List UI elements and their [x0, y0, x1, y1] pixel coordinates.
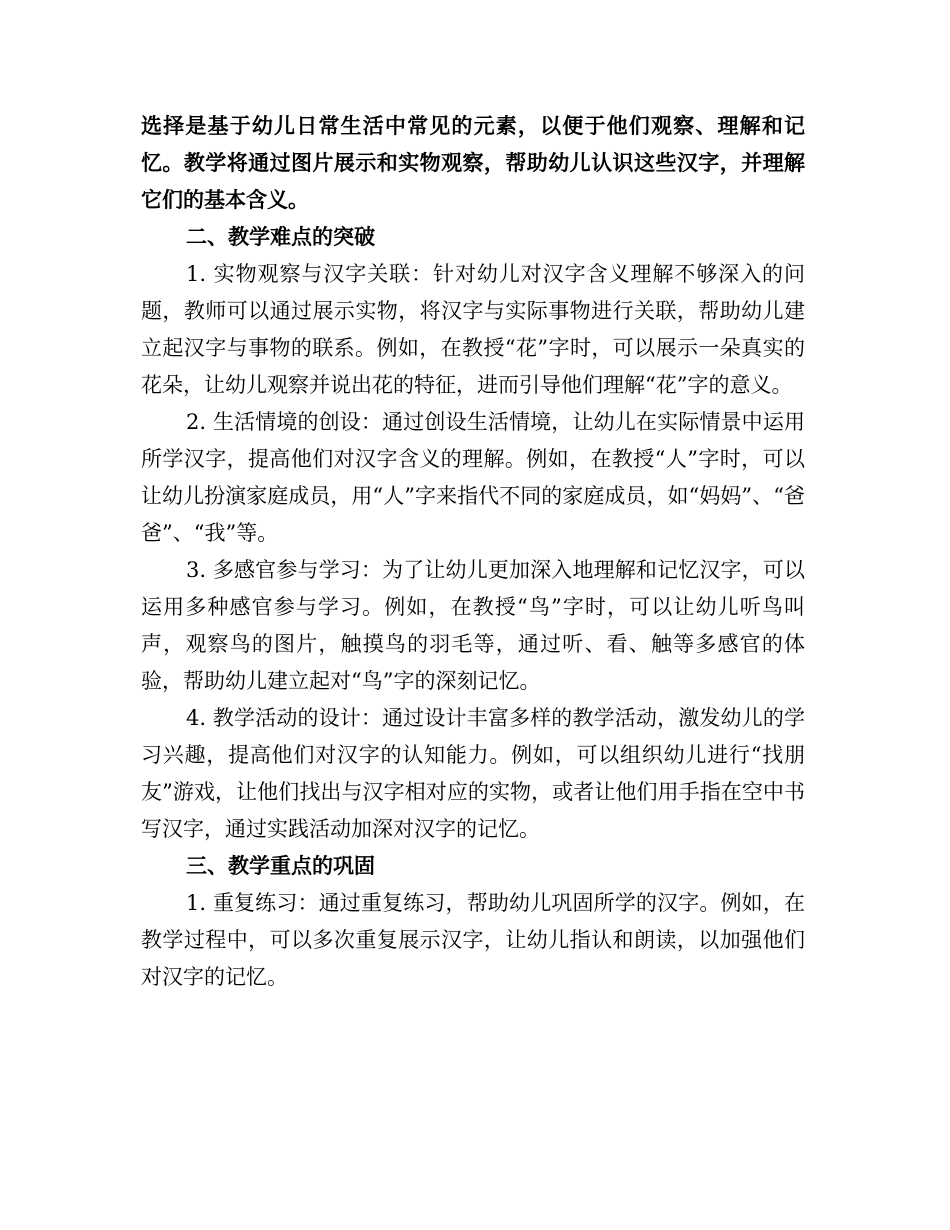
list-item: 4. 教学活动的设计：通过设计丰富多样的教学活动，激发幼儿的学习兴趣，提高他们对汉字的认知能力。例如，可以组织幼儿进行“找朋友”游戏，让他们找出与汉字相对应的实物，或者让他们用手指在空中书写汉字，通过实践活动加深对汉字的记忆。 — [141, 706, 805, 841]
list-item: 3. 多感官参与学习：为了让幼儿更加深入地理解和记忆汉字，可以运用多种感官参与学习。例如，在教授“鸟”字时，可以让幼儿听鸟叫声，观察鸟的图片，触摸鸟的羽毛等，通过听、看、触等多感官的体验，帮助幼儿建立起对“鸟”字的深刻记忆。 — [141, 558, 805, 693]
section-heading-difficulties: 二、教学难点的突破 — [186, 225, 375, 249]
list-item: 2. 生活情境的创设：通过创设生活情境，让幼儿在实际情景中运用所学汉字，提高他们对汉字含义的理解。例如，在教授“人”字时，可以让幼儿扮演家庭成员，用“人”字来指代不同的家庭成员，如“妈妈”、“爸爸”、“我”等。 — [141, 410, 805, 545]
intro-paragraph: 选择是基于幼儿日常生活中常见的元素，以便于他们观察、理解和记忆。教学将通过图片展示和实物观察，帮助幼儿认识这些汉字，并理解它们的基本含义。 — [141, 114, 805, 212]
list-item: 1. 重复练习：通过重复练习，帮助幼儿巩固所学的汉字。例如，在教学过程中，可以多次重复展示汉字，让幼儿指认和朗读，以加强他们对汉字的记忆。 — [141, 891, 805, 989]
list-item: 1. 实物观察与汉字关联：针对幼儿对汉字含义理解不够深入的问题，教师可以通过展示实物，将汉字与实际事物进行关联，帮助幼儿建立起汉字与事物的联系。例如，在教授“花”字时，可以展示一朵真实的花朵，让幼儿观察并说出花的特征，进而引导他们理解“花”字的意义。 — [141, 262, 805, 397]
document-page — [141, 108, 805, 996]
section-heading-consolidation: 三、教学重点的巩固 — [186, 854, 375, 878]
